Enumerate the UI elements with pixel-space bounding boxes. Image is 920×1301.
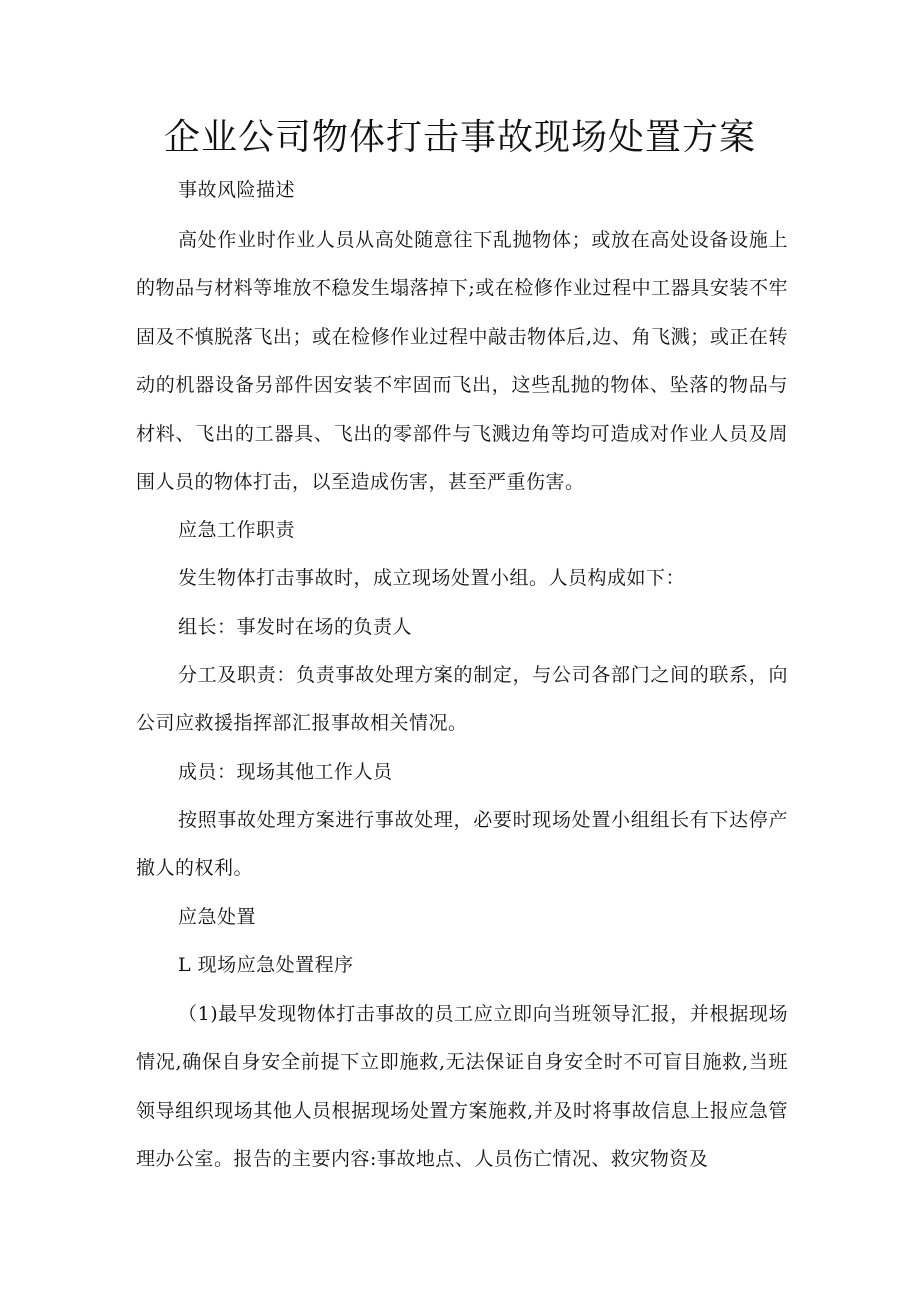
paragraph-authority: 按照事故处理方案进行事故处理，必要时现场处置小组组长有下达停产撤人的权利。 [136,809,788,880]
paragraph-duty-intro: 发生物体打击事故时，成立现场处置小组。人员构成如下： [178,567,686,589]
section-heading-response: 应急处置 [178,906,257,928]
section-heading-duty: 应急工作职责 [178,519,296,541]
paragraph-procedure-1: （1)最早发现物体打击事故的员工应立即向当班领导汇报，并根据现场情况,确保自身安全前提下立即施救,无法保证自身安全时不可盲目施救,当班领导组织现场其他人员根据现场处置方案施救,并及时将事故信息上报应急管理办公室。报告的主要内容:事故地点、人员伤亡情况、救灾物资及 [136,1003,788,1171]
paragraph-risk-description: 高处作业时作业人员从高处随意往下乱抛物体；或放在高处设备设施上的物品与材料等堆放不稳发生塌落掉下;或在检修作业过程中工器具安装不牢固及不慎脱落飞出；或在检修作业过程中敲击物体后,边、角飞溅；或正在转动的机器设备另部件因安装不牢固而飞出，这些乱抛的物体、坠落的物品与材料、飞出的工器具、飞出的零部件与飞溅边角等均可造成对作业人员及周围人员的物体打击，以至造成伤害，甚至严重伤害。 [136,229,788,494]
paragraph-leader: 组长：事发时在场的负责人 [178,616,413,638]
subsection-heading-procedure: L 现场应急处置程序 [178,954,354,976]
document-title: 企业公司物体打击事故现场处置方案 [163,117,756,158]
paragraph-division: 分工及职责：负责事故处理方案的制定，与公司各部门之间的联系，向公司应救援指挥部汇报事故相关情况。 [136,664,788,735]
paragraph-members: 成员：现场其他工作人员 [178,761,393,783]
section-heading-risk: 事故风险描述 [178,179,296,201]
